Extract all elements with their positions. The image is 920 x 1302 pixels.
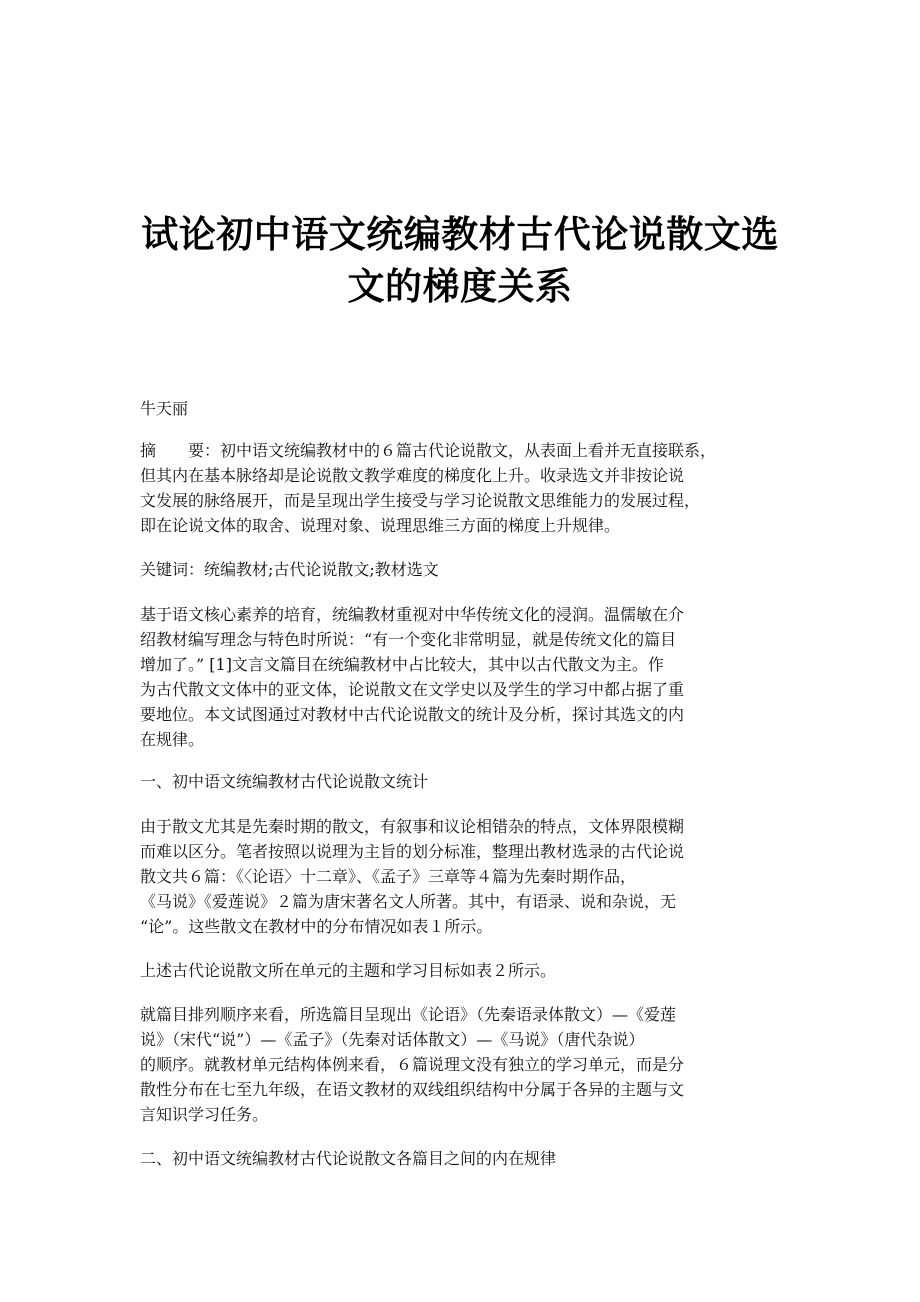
- abstract-line: [140, 438, 790, 463]
- paragraph-line: 增加了。” [1]文言文篇目在统编教材中占比较大，其中以古代散文为主。作: [140, 655, 664, 674]
- paragraph-table-ref: [140, 958, 790, 983]
- paragraph-line: “论”。这些散文在教材中的分布情况如表１所示。: [140, 917, 493, 936]
- section-heading-2: [140, 1146, 790, 1171]
- paragraph-line: 要地位。本文试图通过对教材中古代论说散文的统计及分析，探讨其选文的内: [140, 705, 685, 724]
- abstract: [140, 438, 790, 538]
- author-name: [140, 396, 790, 421]
- section-heading-1: [140, 769, 790, 794]
- author-text: 牛天丽: [140, 399, 189, 418]
- paragraph-line: 为古代散文文体中的亚文体，论说散文在文学史以及学生的学习中都占据了重: [140, 680, 685, 699]
- abstract-text: 初中语文统编教材中的６篇古代论说散文，从表面上看并无直接联系，: [220, 441, 717, 460]
- document-title: [110, 209, 810, 313]
- paragraph-intro: [140, 602, 790, 752]
- paragraph-line: 在规律。: [140, 730, 205, 749]
- heading-text: 二、初中语文统编教材古代论说散文各篇目之间的内在规律: [140, 1149, 557, 1168]
- heading-text: 一、初中语文统编教材古代论说散文统计: [140, 772, 429, 791]
- title-line: 文的梯度关系: [347, 264, 573, 308]
- paragraph-line: 言知识学习任务。: [140, 1105, 269, 1124]
- paragraph-order: [140, 1002, 790, 1127]
- paragraph-line: 基于语文核心素养的培育，统编教材重视对中华传统文化的浸润。温儒敏在介: [140, 605, 685, 624]
- paragraph-statistics: [140, 814, 790, 939]
- paragraph-line: 散文共６篇：《〈论语〉十二章》、《孟子》三章等４篇为先秦时期作品，: [140, 867, 637, 886]
- title-line: 试论初中语文统编教材古代论说散文选: [141, 212, 779, 256]
- paragraph-line: 《马说》《爱莲说》２篇为唐宋著名文人所著。其中，有语录、说和杂说，无: [140, 892, 677, 911]
- paragraph-line: 就篇目排列顺序来看，所选篇目呈现出《论语》（先秦语录体散文）—《爱莲: [140, 1005, 677, 1024]
- keywords: [140, 557, 790, 582]
- paragraph-line: 而难以区分。笔者按照以说理为主旨的划分标准，整理出教材选录的古代论说: [140, 842, 685, 861]
- paragraph-line: 由于散文尤其是先秦时期的散文，有叙事和议论相错杂的特点，文体界限模糊: [140, 817, 685, 836]
- paragraph-line: 说》（宋代“说”）—《孟子》（先秦对话体散文）—《马说》（唐代杂说）: [140, 1030, 645, 1049]
- paragraph-line: 的顺序。就教材单元结构体例来看，６篇说理文没有独立的学习单元，而是分: [140, 1055, 685, 1074]
- abstract-label-b: 要：: [188, 441, 221, 460]
- abstract-line: 文发展的脉络展开，而是呈现出学生接受与学习论说散文思维能力的发展过程，: [140, 491, 701, 510]
- paragraph-line: 上述古代论说散文所在单元的主题和学习目标如表２所示。: [140, 961, 557, 980]
- keywords-text: 关键词：统编教材;古代论说散文;教材选文: [140, 560, 439, 579]
- paragraph-line: 散性分布在七至九年级，在语文教材的双线组织结构中分属于各异的主题与文: [140, 1080, 685, 1099]
- abstract-label-a: 摘: [140, 441, 157, 460]
- paragraph-line: 绍教材编写理念与特色时所说：“有一个变化非常明显，就是传统文化的篇目: [140, 630, 677, 649]
- abstract-line: 即在论说文体的取舍、说理对象、说理思维三方面的梯度上升规律。: [140, 516, 621, 535]
- abstract-line: 但其内在基本脉络却是论说散文教学难度的梯度化上升。收录选文并非按论说: [140, 466, 685, 485]
